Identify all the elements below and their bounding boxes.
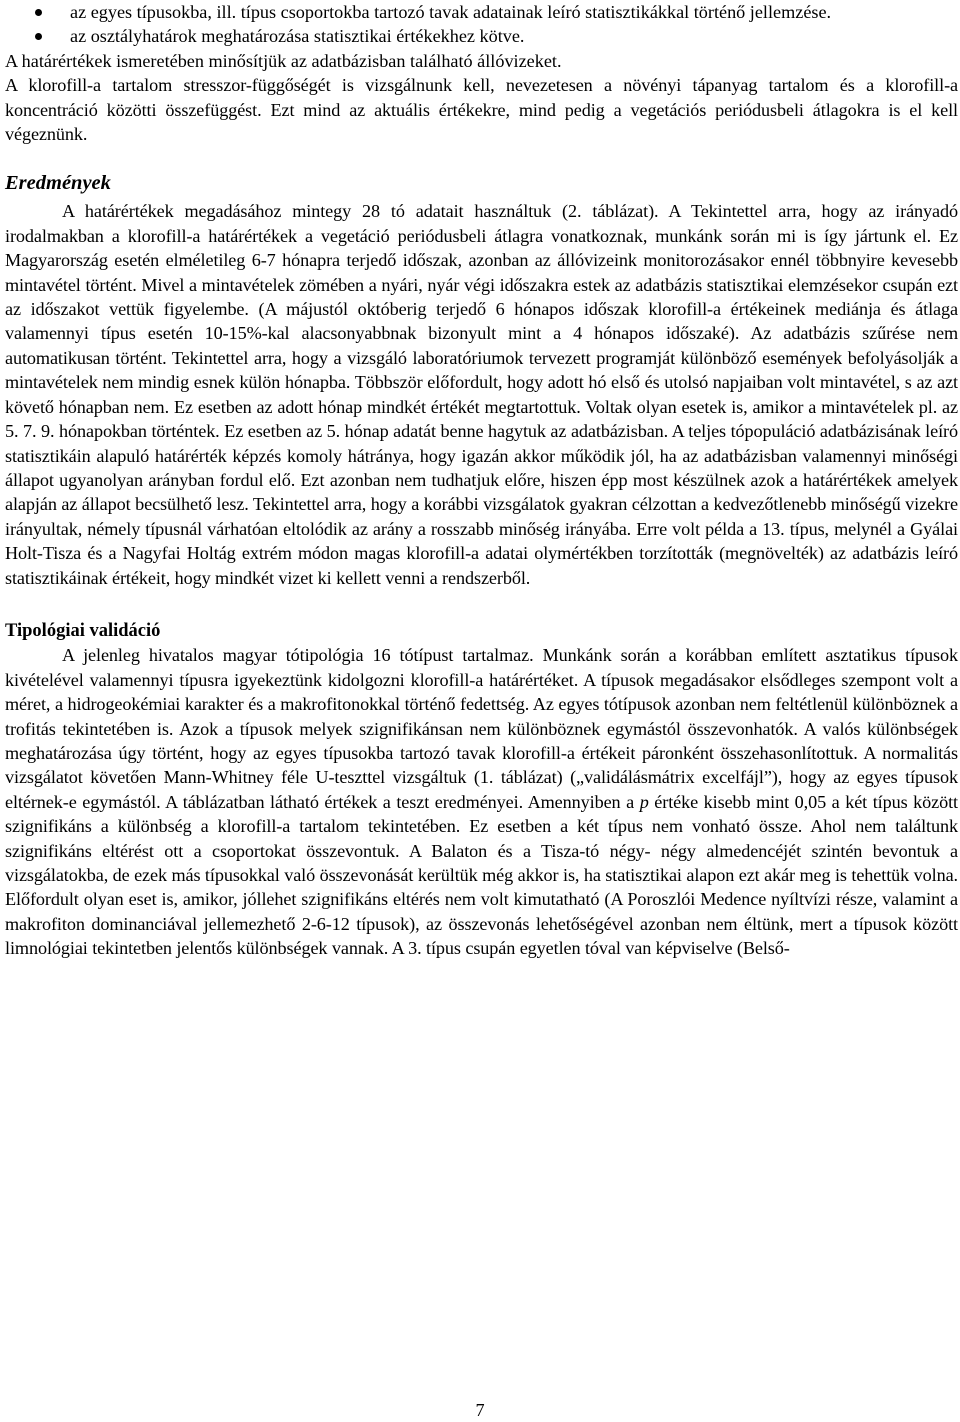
page-number: 7 bbox=[475, 1400, 485, 1420]
intro-paragraph: A határértékek ismeretében minősítjük az adatbázisban található állóvizeket. bbox=[5, 50, 562, 71]
bullet-item: az egyes típusokba, ill. típus csoportokba tartozó tavak adatainak leíró statisztikákkal történő jellemzése. bbox=[5, 0, 958, 24]
section-heading-typology: Tipológiai validáció bbox=[5, 620, 161, 641]
intro-paragraph: A klorofill-a tartalom stresszor-függőségét is vizsgálnunk kell, nevezetesen a növényi tápanyag tartalom és a klorofill-a koncentráció közötti összefüggést. Ezt mind az aktuális értékekre, mind pedig a vegetációs periódusbeli átlagokra is el kell végeznünk. bbox=[5, 75, 958, 145]
page-content bbox=[5, 0, 958, 961]
bullet-item: az osztályhatárok meghatározása statisztikai értékekhez kötve. bbox=[5, 24, 958, 48]
results-paragraph: A határértékek megadásához mintegy 28 tó adatait használtuk (2. táblázat). A Tekintettel arra, hogy az irányadó irodalmakban a klorofill-a határértékek a vegetáció periódusbeli átlagra vonatkoznak, munkánk során mi is így jártunk el. Ez Magyarország esetén elméletileg 6-7 hónapra terjedő időszak, azonban az állóvizeink monitorozásakor ennél többnyire kevesebb mintavétel történt. Mivel a mintavételek zömében a nyári, nyár végi időszakra estek az adatbázis statisztikai elemzésekor csupán ezt az időszakot vettük figyelembe. (A májustól októberig terjedő 6 hónapos időszak klorofill-a értékeinek mediánja és átlaga valamennyi típus esetén 10-15%-kal alacsonyabbnak bizonyult mint a 4 hónapos időszaké). Az adatbázis szűrése nem automatikusan történt. Tekintettel arra, hogy a vizsgáló laboratóriumok tervezett programját különböző események befolyásolják a mintavételek nem mindig esnek külön hónapba. Többször előfordult, hogy adott hó első és utolsó napjaiban volt mintavétel, s az azt követő hónapban nem. Ez esetben az adott hónap mindkét értékét megtartottuk. Voltak olyan esetek is, amikor a mintavételek pl. az 5. 7. 9. hónapokban történtek. Ez esetben az 5. hónap adatát benne hagytuk az adatbázisban. A teljes tópopuláció adatbázisának leíró statisztikáin alapuló határérték képzés komoly hátránya, hogy igazán akkor működik jól, ha az adatbázisban valamennyi minőségi állapot ugyanolyan arányban fordul elő. Ezt azonban nem tudhatjuk előre, hiszen épp most készülnek azok a határértékek amelyek alapján az állapot becsülhető lesz. Tekintettel arra, hogy a korábbi vizsgálatok gyakran célzottan a kedvezőtlenebb minőségű vizekre irányultak, némely típusnál várhatóan eltolódik az arány a rosszabb minőség irányába. Erre volt példa a 13. típus, melynél a Gyálai Holt-Tisza és a Nagyfai Holtág extrém módon magas klorofill-a adatai olymértékben torzították (megnövelték) az adatbázis leíró statisztikáinak értékeit, hogy mindkét vizet ki kellett venni a rendszerből. bbox=[5, 201, 958, 588]
bullet-icon bbox=[35, 33, 42, 40]
bullet-icon bbox=[35, 9, 42, 16]
bullet-list bbox=[5, 0, 958, 49]
typology-paragraph: A jelenleg hivatalos magyar tótipológia 16 tótípust tartalmaz. Munkánk során a korábban említett asztatikus típusok kivételével valamennyi típusra igyekeztünk kidolgozni klorofill-a határértéket. A típusok megadásakor elsődleges szempont volt a méret, a hidrogeokémiai karakter és a makrofitonokkal történő fedettség. Az egyes tótípusok azonban nem feltétlenül különböznek a trofitás tekintetében is. Azok a típusok melyek szignifikánsan nem különböznek egymástól összevonhatók. A valós különbségek meghatározása úgy történt, hogy az egyes típusokba tartozó tavak klorofill-a értékeit páronként összehasonlítottuk. A normalitás vizsgálatot követően Mann-Whitney féle U-teszttel vizsgáltuk (1. táblázat) („validálásmátrix excelfájl”), hogy az egyes típusok eltérnek-e egymástól. A táblázatban látható értékek a teszt eredményei. Amennyiben a p értéke kisebb mint 0,05 a két típus között szignifikáns a különbség a klorofill-a tartalom tekintetében. Ez esetben a két típus nem vonható össze. Ahol nem találtunk szignifikáns eltérést ott a csoportokat összevontuk. A Balaton és a Tisza-tó négy- négy almedencéjét szintén bevontuk a vizsgálatokba, de ezek más típusokkal való összevonását kerültük még akkor is, ha statisztikai alapon ezt akár meg is tehettük volna. Előfordult olyan eset is, amikor, jóllehet szignifikáns eltérés nem volt kimutatható (A Poroszlói Medence nyíltvízi része, valamint a makrofiton dominanciával jellemezhető 2-6-12 típusok), az összevonás lehetőségével azonban nem éltünk, mert a típusok között limnológiai tekintetben jelentős különbségek vannak. A 3. típus csupán egyetlen tóval van képviselve (Belső- bbox=[5, 645, 959, 959]
p-symbol: p bbox=[639, 791, 649, 812]
section-heading-results: Eredmények bbox=[5, 172, 111, 195]
